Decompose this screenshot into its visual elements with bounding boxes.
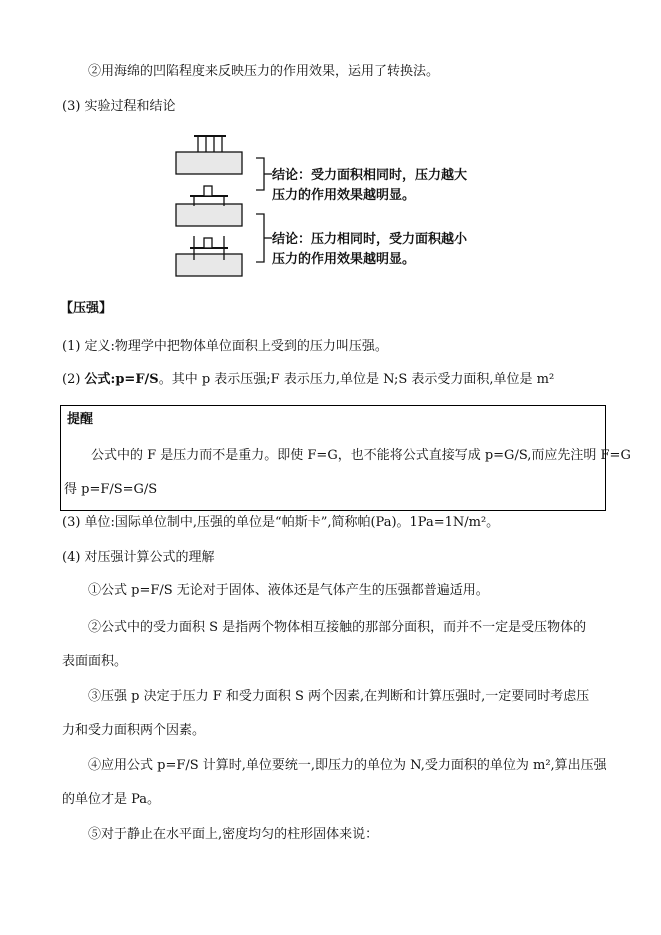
conclusion-2-line-2: 压力的作用效果越明显。 (272, 252, 416, 267)
unit-line: (3) 单位:国际单位制中,压强的单位是“帕斯卡”,简称帕(Pa)。1Pa=1N/m²。 (62, 515, 500, 530)
list-item: 的单位才是 Pa。 (62, 792, 161, 807)
list-item: ⑤对于静止在水平面上,密度均匀的柱形固体来说： (88, 827, 379, 842)
reminder-title: 提醒 (67, 412, 94, 427)
conclusion-1-line-1: 结论：受力面积相同时，压力越大 (272, 168, 468, 183)
reminder-line-2: 得 p=F/S=G/S (64, 482, 158, 497)
list-item: ②公式中的受力面积 S 是指两个物体相互接触的那部分面积，而并不一定是受压物体的 (88, 620, 587, 635)
list-item: 力和受力面积两个因素。 (62, 723, 206, 738)
definition: (1) 定义:物理学中把物体单位面积上受到的压力叫压强。 (62, 339, 388, 354)
section-title-pressure: 【压强】 (60, 301, 113, 316)
understanding-heading: (4) 对压强计算公式的理解 (62, 550, 215, 565)
formula-bold: 公式:p=F/S (84, 372, 159, 387)
conclusion-2-line-1: 结论：压力相同时，受力面积越小 (272, 232, 468, 247)
formula-rest: 。其中 p 表示压强;F 表示压力,单位是 N;S 表示受力面积,单位是 m² (158, 372, 555, 387)
experiment-figure (168, 126, 506, 282)
paragraph-sponge: ②用海绵的凹陷程度来反映压力的作用效果，运用了转换法。 (88, 64, 440, 79)
list-item: ①公式 p=F/S 无论对于固体、液体还是气体产生的压强都普遍适用。 (88, 583, 489, 598)
list-item: ③压强 p 决定于压力 F 和受力面积 S 两个因素,在判断和计算压强时,一定要同时考虑压 (88, 689, 590, 704)
formula-line (62, 372, 554, 388)
formula-lead: (2) (62, 372, 85, 387)
conclusion-1-line-2: 压力的作用效果越明显。 (272, 188, 416, 203)
heading-experiment: (3) 实验过程和结论 (62, 99, 176, 114)
reminder-line-1: 公式中的 F 是压力而不是重力。即使 F=G，也不能将公式直接写成 p=G/S,而应先注明 F=G (91, 448, 631, 463)
reminder-box (60, 405, 631, 511)
list-item: 表面面积。 (62, 654, 128, 669)
list-item: ④应用公式 p=F/S 计算时,单位要统一,即压力的单位为 N,受力面积的单位为 m²,算出压强 (88, 758, 607, 773)
